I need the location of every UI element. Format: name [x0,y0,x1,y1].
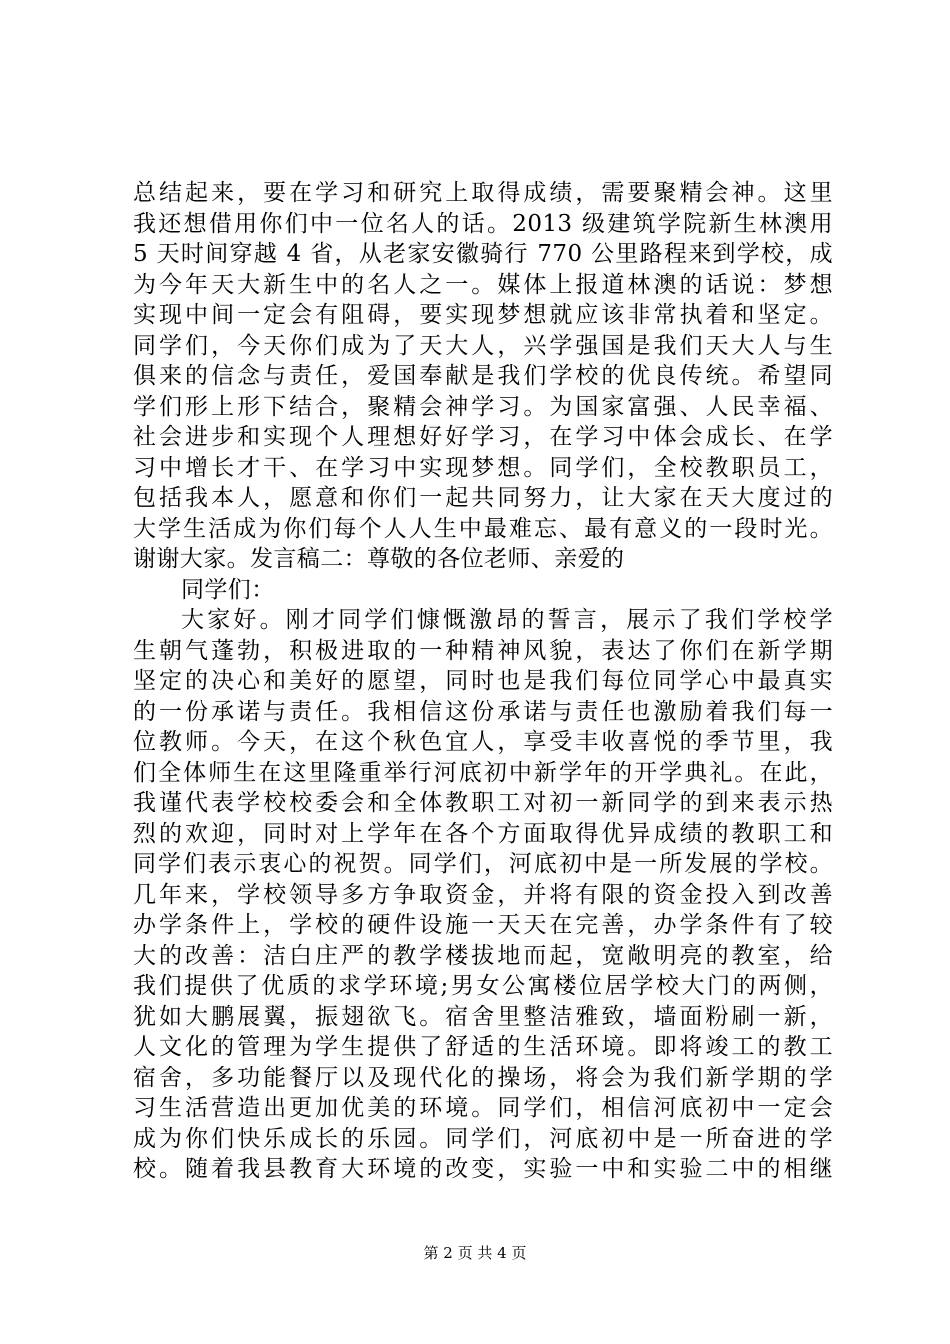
page-number-footer: 第 2 页 共 4 页 [423,1244,527,1262]
text-line: 5 天时间穿越 4 省，从老家安徽骑行 770 公里路程来到学校，成 [133,241,833,267]
text-line: 实现中间一定会有阻碍，要实现梦想就应该非常执着和坚定。 [133,302,833,328]
text-line: 人文化的管理为学生提供了舒适的生活环境。即将竣工的教工 [133,1034,833,1060]
text-line: 我们提供了优质的求学环境;男女公寓楼位居学校大门的两侧， [133,973,833,999]
text-line: 社会进步和实现个人理想好好学习，在学习中体会成长、在学 [133,424,833,450]
salutation-line: 同学们： [181,576,275,603]
text-line: 生朝气蓬勃，积极进取的一种精神风貌，表达了你们在新学期 [133,637,833,664]
text-line: 大学生活成为你们每个人人生中最难忘、最有意义的一段时光。 [133,515,833,542]
text-line: 大的改善：洁白庄严的教学楼拔地而起，宽敞明亮的教室，给 [133,942,833,969]
text-line: 习中增长才干、在学习中实现梦想。同学们，全校教职员工， [133,454,833,481]
text-line: 总结起来，要在学习和研究上取得成绩，需要聚精会神。这里 [133,180,833,206]
text-line: 们全体师生在这里隆重举行河底初中新学年的开学典礼。在此， [133,759,833,786]
body-text [133,178,833,1185]
text-line: 同学们，今天你们成为了天大人，兴学强国是我们天大人与生 [133,332,833,359]
text-line: 烈的欢迎，同时对上学年在各个方面取得优异成绩的教职工和 [133,820,833,847]
text-line: 坚定的决心和美好的愿望，同时也是我们每位同学心中最真实 [133,668,833,694]
text-line: 我还想借用你们中一位名人的话。2013 级建筑学院新生林澳用 [133,210,833,237]
text-line: 几年来，学校领导多方争取资金，并将有限的资金投入到改善 [133,881,833,908]
text-line: 我谨代表学校校委会和全体教职工对初一新同学的到来表示热 [133,790,833,816]
text-line: 的一份承诺与责任。我相信这份承诺与责任也激励着我们每一 [133,698,833,725]
text-line: 包括我本人，愿意和你们一起共同努力，让大家在天大度过的 [133,485,833,511]
text-line: 校。随着我县教育大环境的改变，实验一中和实验二中的相继 [133,1156,833,1182]
text-line: 犹如大鹏展翼，振翅欲飞。宿舍里整洁雅致，墙面粉刷一新， [133,1003,833,1030]
text-line: 俱来的信念与责任，爱国奉献是我们学校的优良传统。希望同 [133,363,833,389]
text-line: 位教师。今天，在这个秋色宜人，享受丰收喜悦的季节里，我 [133,729,833,755]
text-line: 同学们表示衷心的祝贺。同学们，河底初中是一所发展的学校。 [133,851,833,877]
paragraph-start-line: 大家好。刚才同学们慷慨激昂的誓言，展示了我们学校学 [181,607,833,633]
text-line: 宿舍，多功能餐厅以及现代化的操场，将会为我们新学期的学 [133,1064,833,1091]
text-line: 学们形上形下结合，聚精会神学习。为国家富强、人民幸福、 [133,393,833,420]
text-line: 办学条件上，学校的硬件设施一天天在完善，办学条件有了较 [133,912,833,938]
text-line: 成为你们快乐成长的乐园。同学们，河底初中是一所奋进的学 [133,1125,833,1152]
text-line: 为今年天大新生中的名人之一。媒体上报道林澳的话说：梦想 [133,271,833,298]
text-line: 习生活营造出更加优美的环境。同学们，相信河底初中一定会 [133,1095,833,1121]
text-line: 谢谢大家。发言稿二：尊敬的各位老师、亲爱的 [133,546,625,572]
